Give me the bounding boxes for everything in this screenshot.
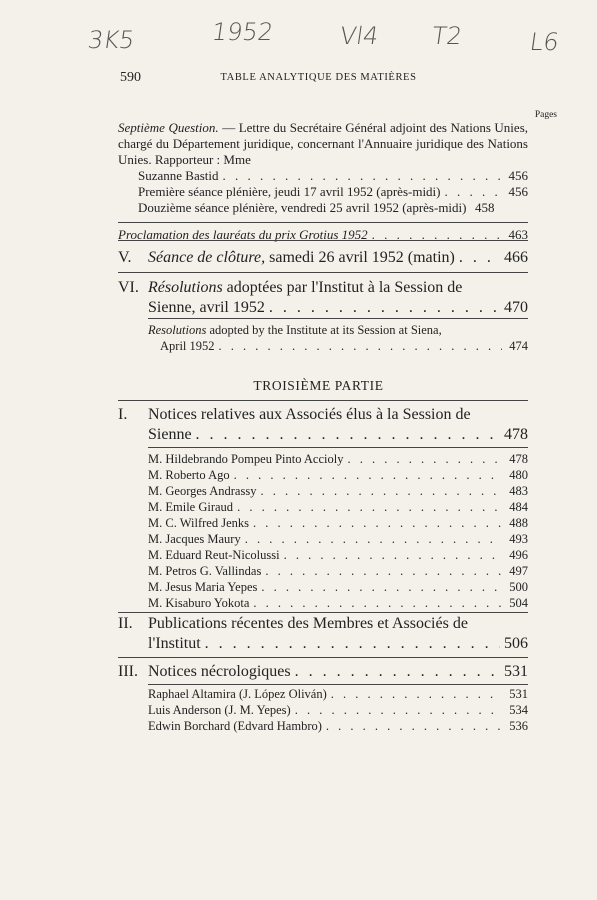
section-iii-label-wrap — [118, 662, 291, 682]
douzieme-label: Douzième séance plénière, vendredi 25 avril 1952 (après-midi) — [138, 200, 467, 215]
leader-dots — [265, 563, 502, 579]
leader-dots — [245, 531, 502, 547]
section-vi-sub2: April 1952 — [160, 339, 215, 353]
septieme-title: Septième Question. — [118, 120, 219, 135]
associate-page: 488 — [509, 516, 528, 530]
associates-list — [148, 451, 528, 611]
associate-name: M. Jesus Maria Yepes — [148, 580, 258, 594]
section-vi — [118, 278, 528, 318]
section-vi-sub-text: adopted by the Institute at its Session at Siena, — [209, 323, 442, 337]
associate-page: 500 — [509, 580, 528, 594]
associate-name: M. Jacques Maury — [148, 532, 241, 546]
pages-label: Pages — [534, 110, 557, 120]
handwritten-mark-5: L6 — [528, 28, 561, 56]
leader-dots — [260, 483, 502, 499]
associate-row — [148, 595, 528, 611]
obituary-page: 534 — [509, 703, 528, 717]
premiere-seance-row — [118, 184, 528, 200]
septieme-page: 456 — [508, 168, 528, 183]
section-vi-num: VI. — [118, 279, 139, 296]
section-iii — [118, 662, 528, 682]
section-ii — [118, 614, 528, 654]
premiere-page: 456 — [508, 184, 528, 199]
section-ii-label2: l'Institut — [148, 635, 201, 652]
douzieme-seance-row — [118, 200, 528, 216]
associate-name: M. Petros G. Vallindas — [148, 564, 262, 578]
handwritten-mark-2: 1952 — [210, 18, 276, 46]
associate-name: M. Emile Giraud — [148, 500, 234, 514]
associate-name: M. Roberto Ago — [148, 468, 230, 482]
associate-page: 493 — [509, 532, 528, 546]
leader-dots — [237, 499, 502, 515]
section-i-page: 478 — [504, 426, 528, 443]
septieme-question-entry — [118, 120, 528, 168]
section-vi-sub-it: Resolutions — [148, 323, 207, 337]
divider — [118, 657, 528, 658]
associate-page: 480 — [509, 468, 528, 482]
divider — [118, 400, 528, 401]
septieme-last-line — [118, 168, 528, 184]
proclamation-label: Proclamation des lauréats du prix Grotius 1952 — [118, 227, 368, 242]
associate-page: 478 — [509, 452, 528, 466]
section-ii-label: Publications récentes des Membres et Associés de — [148, 615, 468, 632]
section-vi-label-it: Résolutions — [148, 279, 223, 296]
associate-page: 496 — [509, 548, 528, 562]
toc-top-block — [118, 120, 528, 243]
leader-dots — [331, 686, 502, 702]
obituary-row — [148, 686, 528, 702]
section-ii-page: 506 — [504, 635, 528, 652]
associate-row — [148, 499, 528, 515]
obituary-name: Luis Anderson (J. M. Yepes) — [148, 703, 291, 717]
section-i-num: I. — [118, 406, 128, 423]
section-i-label2: Sienne — [148, 426, 192, 443]
divider — [148, 684, 528, 685]
section-iii-num: III. — [118, 663, 138, 680]
section-v-label-it: Séance de clôture, — [148, 249, 266, 266]
leader-dots — [253, 515, 502, 531]
section-vi-sub-line1 — [148, 322, 528, 338]
proclamation-page: 463 — [508, 227, 528, 242]
handwritten-mark-4: T2 — [430, 22, 464, 50]
section-vi-line1 — [118, 278, 528, 298]
septieme-text: — Lettre du Secrétaire Général adjoint des Nations Unies, chargé du Département juridique, concernant l'Annuaire juridique des Nations Unies. Rapporteur : Mme — [118, 120, 529, 167]
handwritten-mark-3: Vl4 — [338, 22, 381, 50]
section-v — [118, 248, 528, 268]
associate-name: M. Eduard Reut-Nicolussi — [148, 548, 280, 562]
divider — [118, 222, 528, 223]
obituaries-list — [148, 686, 528, 734]
section-i-line2 — [118, 425, 528, 445]
leader-dots — [347, 451, 502, 467]
section-vi-sub-line2 — [148, 338, 528, 354]
section-v-page: 466 — [504, 249, 528, 266]
leader-dots — [223, 168, 502, 184]
divider — [118, 612, 528, 613]
associate-row — [148, 467, 528, 483]
associate-name: M. Hildebrando Pompeu Pinto Accioly — [148, 452, 344, 466]
obituary-name: Edwin Borchard (Edvard Hambro) — [148, 719, 322, 733]
associate-page: 484 — [509, 500, 528, 514]
associate-row — [148, 515, 528, 531]
section-v-label-rest: samedi 26 avril 1952 (matin) — [269, 249, 455, 266]
leader-dots — [284, 547, 502, 563]
associate-page: 504 — [509, 596, 528, 610]
section-vi-label: adoptées par l'Institut à la Session de — [226, 279, 463, 296]
associate-row — [148, 531, 528, 547]
section-v-row — [118, 248, 528, 268]
leader-dots — [295, 662, 500, 682]
running-title: TABLE ANALYTIQUE DES MATIÈRES — [220, 72, 417, 83]
section-vi-line2 — [118, 298, 528, 318]
section-i — [118, 405, 528, 445]
section-vi-sub-page: 474 — [509, 339, 528, 353]
section-vi-page: 470 — [504, 299, 528, 316]
section-i-line1 — [118, 405, 528, 425]
leader-dots — [196, 425, 500, 445]
leader-dots — [261, 579, 502, 595]
divider — [148, 447, 528, 448]
section-ii-line1 — [118, 614, 528, 634]
douzieme-page: 458 — [474, 200, 495, 215]
divider — [118, 240, 528, 241]
section-iii-label: Notices nécrologiques — [148, 663, 291, 680]
associate-row — [148, 483, 528, 499]
section-iii-page: 531 — [504, 663, 528, 680]
section-ii-line2 — [118, 634, 528, 654]
leader-dots — [445, 184, 503, 200]
leader-dots — [326, 718, 502, 734]
page-number: 590 — [120, 70, 141, 85]
associate-name: M. Georges Andrassy — [148, 484, 257, 498]
obituary-row — [148, 702, 528, 718]
section-v-num: V. — [118, 249, 132, 266]
premiere-label: Première séance plénière, jeudi 17 avril 1952 (après-midi) — [138, 184, 441, 199]
section-i-label: Notices relatives aux Associés élus à la Session de — [148, 406, 471, 423]
leader-dots — [295, 702, 502, 718]
leader-dots — [205, 634, 500, 654]
septieme-last: Suzanne Bastid — [138, 168, 219, 183]
section-iii-row — [118, 662, 528, 682]
section-ii-num: II. — [118, 615, 133, 632]
leader-dots — [234, 467, 502, 483]
associate-row — [148, 579, 528, 595]
obituary-page: 531 — [509, 687, 528, 701]
divider — [118, 272, 528, 273]
leader-dots — [269, 298, 500, 318]
part-title: TROISIÈME PARTIE — [253, 378, 384, 393]
associate-row — [148, 547, 528, 563]
obituary-row — [148, 718, 528, 734]
leader-dots — [219, 338, 502, 354]
obituary-name: Raphael Altamira (J. López Oliván) — [148, 687, 327, 701]
section-vi-label2: Sienne, avril 1952 — [148, 299, 265, 316]
section-vi-sub — [148, 322, 528, 354]
associate-row — [148, 563, 528, 579]
associate-page: 483 — [509, 484, 528, 498]
associate-name: M. C. Wilfred Jenks — [148, 516, 249, 530]
associate-page: 497 — [509, 564, 528, 578]
leader-dots — [459, 248, 500, 268]
handwritten-mark-1: 3K5 — [86, 26, 137, 54]
divider — [148, 318, 528, 319]
obituary-page: 536 — [509, 719, 528, 733]
associate-name: M. Kisaburo Yokota — [148, 596, 250, 610]
section-v-label — [118, 248, 455, 268]
leader-dots — [253, 595, 502, 611]
associate-row — [148, 451, 528, 467]
